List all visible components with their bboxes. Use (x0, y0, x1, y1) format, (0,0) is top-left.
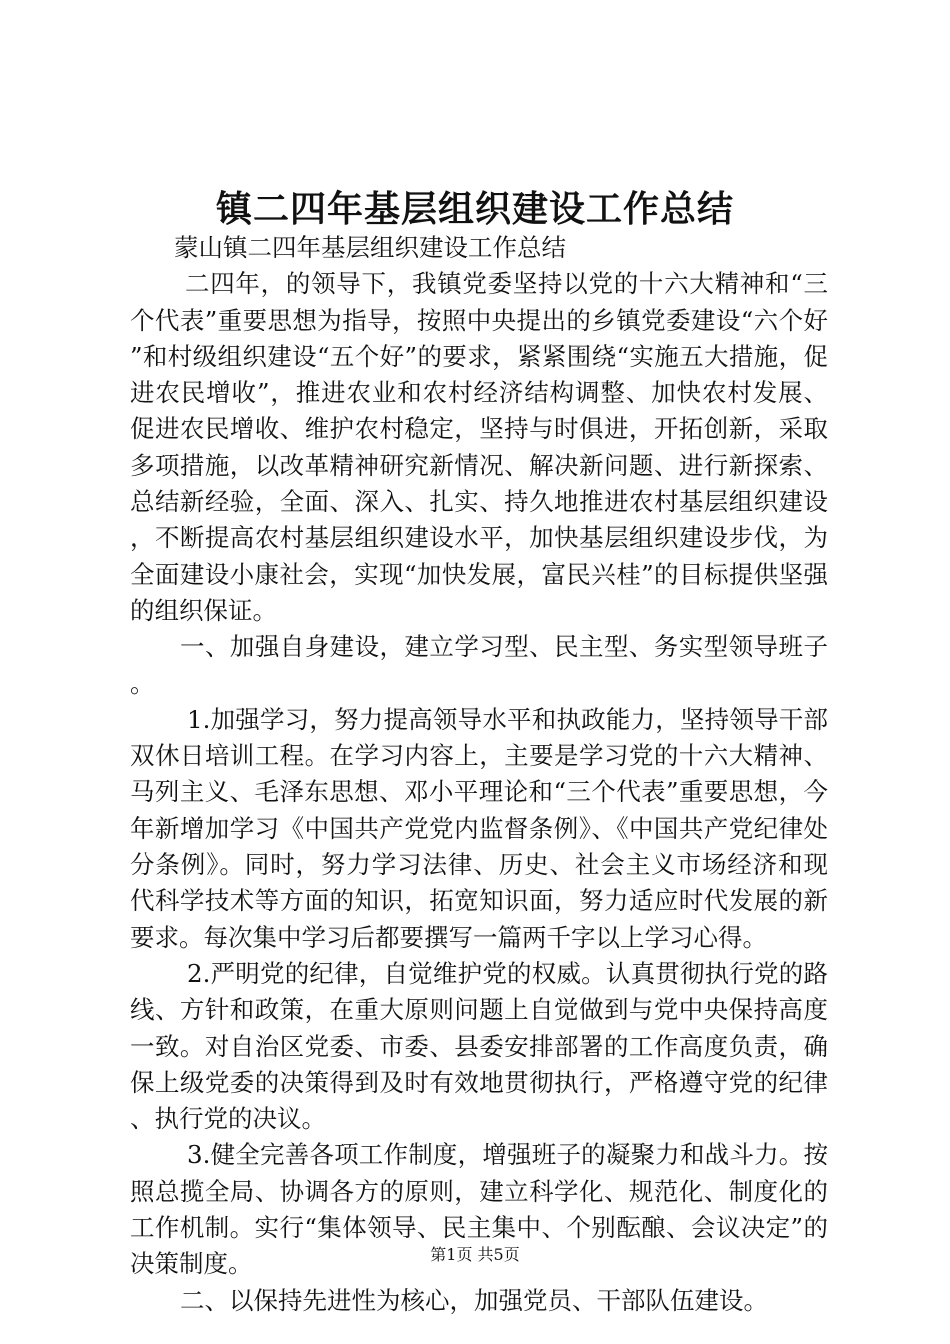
intro-paragraph: 二四年，的领导下，我镇党委坚持以党的十六大精神和“三个代表”重要思想为指导，按照中央提出的乡镇党委建设“六个好”和村级组织建设“五个好”的要求，紧紧围绕“实施五大措施，促进农民增收”，推进农业和农村经济结构调整、加快农村发展、促进农民增收、维护农村稳定，坚持与时俱进，开拓创新，采取多项措施，以改革精神研究新情况、解决新问题、进行新探索、总结新经验，全面、深入、扎实、持久地推进农村基层组织建设，不断提高农村基层组织建设水平，加快基层组织建设步伐，为全面建设小康社会，实现“加快发展，富民兴桂”的目标提供坚强的组织保证。 (130, 269, 828, 625)
section-item-2: 2.严明党的纪律，自觉维护党的权威。认真贯彻执行党的路线、方针和政策，在重大原则问题上自觉做到与党中央保持高度一致。对自治区党委、市委、县委安排部署的工作高度负责，确保上级党委的决策得到及时有效地贯彻执行，严格遵守党的纪律、执行党的决议。 (130, 958, 828, 1134)
section-item-1: 1.加强学习，努力提高领导水平和执政能力，坚持领导干部双休日培训工程。在学习内容上，主要是学习党的十六大精神、马列主义、毛泽东思想、邓小平理论和“三个代表”重要思想，今年新增加学习《中国共产党党内监督条例》、《中国共产党纪律处分条例》。同时，努力学习法律、历史、社会主义市场经济和现代科学技术等方面的知识，拓宽知识面，努力适应时代发展的新要求。每次集中学习后都要撰写一篇两千字以上学习心得。 (130, 704, 828, 952)
section-heading-1: 一、加强自身建设，建立学习型、民主型、务实型领导班子。 (130, 632, 828, 698)
document-subtitle: 蒙山镇二四年基层组织建设工作总结 (174, 233, 566, 262)
document-body (130, 230, 828, 1319)
document-title: 镇二四年基层组织建设工作总结 (215, 188, 734, 230)
section-item-3: 3.健全完善各项工作制度，增强班子的凝聚力和战斗力。按照总揽全局、协调各方的原则，建立科学化、规范化、制度化的工作机制。实行“集体领导、民主集中、个别酝酿、会议决定”的决策制度。 (130, 1140, 828, 1279)
page-footer: 第1页 共5页 (430, 1245, 520, 1264)
section-heading-2: 二、以保持先进性为核心，加强党员、干部队伍建设。 (180, 1285, 768, 1315)
